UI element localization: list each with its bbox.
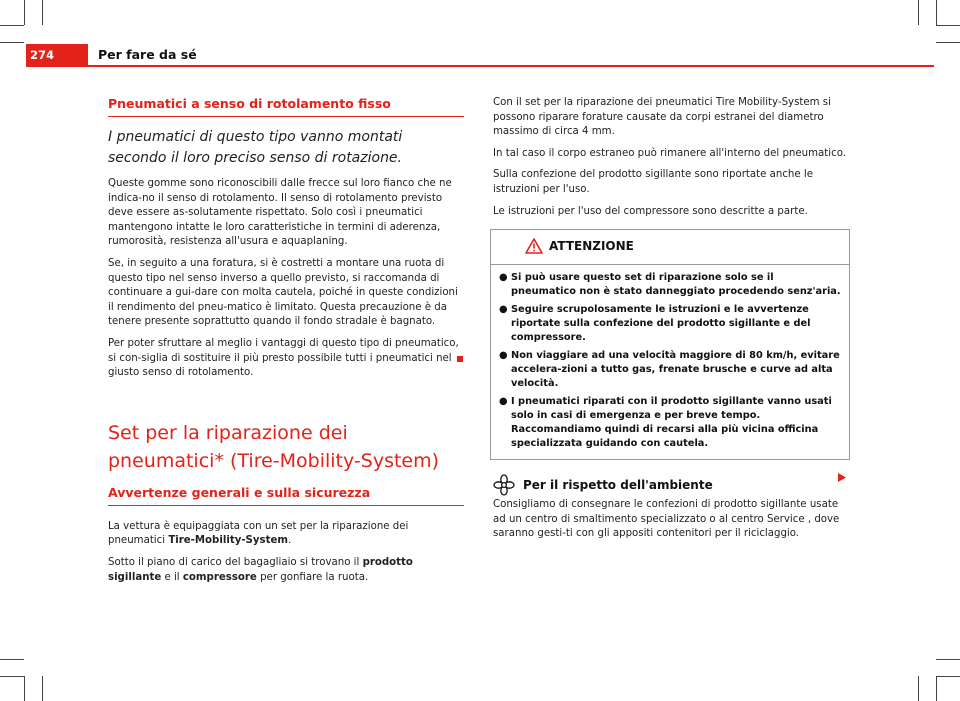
crop-mark — [936, 659, 960, 660]
chapter-heading-tms: Set per la riparazione dei pneumatici* (Tire-Mobility-System) — [108, 421, 440, 472]
crop-mark — [42, 0, 43, 25]
environment-title: Per il rispetto dell'ambiente — [523, 478, 713, 493]
crop-mark — [0, 25, 24, 26]
text-run: e il — [161, 571, 183, 583]
bullet-icon: ● — [499, 304, 508, 316]
environment-header — [493, 472, 847, 496]
crop-mark — [918, 0, 919, 25]
header-rule — [26, 65, 934, 67]
paragraph: Le istruzioni per l'uso del compressore sono descritte a parte. — [493, 205, 808, 217]
paragraph: Se, in seguito a una foratura, si è costretti a montare una ruota di questo tipo nel senso inverso a quello previsto, si raccomanda di continuare a gui-dare con molta cautela, poiché in queste condizioni il rendimento del pneu-matico è limitato. Questa precauzione è da tenere presente soprattutto quando il fondo stradale è bagnato. — [108, 257, 458, 328]
crop-mark — [0, 42, 24, 43]
crop-mark — [936, 0, 937, 25]
section-heading-safety: Avvertenze generali e sulla sicurezza — [108, 485, 464, 506]
section-lead: I pneumatici di questo tipo vanno montati secondo il loro preciso senso di rotazione. — [108, 129, 403, 166]
bold-term: prodotto sigillante — [108, 556, 413, 583]
paragraph — [108, 556, 464, 585]
bullet-icon: ● — [499, 396, 508, 408]
bullet-icon: ● — [499, 350, 508, 362]
warning-title: ATTENZIONE — [549, 239, 634, 254]
crop-mark — [918, 676, 919, 701]
next-page-arrow-icon — [838, 467, 846, 486]
running-header-title: Per fare da sé — [98, 47, 197, 62]
crop-mark — [936, 676, 937, 701]
paragraph: Per poter sfruttare al meglio i vantaggi di questo tipo di pneumatico, si con-siglia di sostituire il più presto possibile tutti i pneumatici nel giusto senso di rotolamento. — [108, 337, 459, 379]
warning-text: Seguire scrupolosamente le istruzioni e le avvertenze riportate sulla confezione del prodotto sigillante e del compressore. — [511, 304, 811, 344]
warning-item — [499, 395, 841, 451]
paragraph: Queste gomme sono riconoscibili dalle frecce sul loro fianco che ne indica-no il senso di rotolamento. Il senso di rotolamento previsto deve essere as-solutamente rispettato. Solo così i pneumatici mantengono intatte le loro caratteristiche in termini di aderenza, rumorosità, resistenza all'usura e aquaplaning. — [108, 178, 452, 248]
bold-term: compressore — [182, 571, 257, 583]
crop-mark — [24, 676, 25, 701]
warning-text: Non viaggiare ad una velocità maggiore di 80 km/h, evitare accelera-zioni a tutto gas, frenate brusche e curve ad alta velocità. — [511, 350, 840, 390]
flower-environment-icon — [493, 474, 515, 500]
paragraph: In tal caso il corpo estraneo può rimanere all'interno del pneumatico. — [493, 147, 846, 159]
text-run: Sotto il piano di carico del bagagliaio si trovano il — [108, 556, 363, 568]
crop-mark — [936, 42, 960, 43]
warning-item — [499, 303, 841, 345]
crop-mark — [936, 676, 960, 677]
paragraph — [108, 520, 464, 549]
paragraph: Con il set per la riparazione dei pneumatici Tire Mobility-System si possono riparare forature causate da corpi estranei del diametro massimo di circa 4 mm. — [493, 97, 831, 138]
left-column — [108, 96, 464, 592]
warning-triangle-icon — [525, 238, 543, 258]
right-column — [493, 96, 847, 549]
warning-item — [499, 349, 841, 391]
warning-item — [499, 271, 841, 299]
warning-text: Si può usare questo set di riparazione solo se il pneumatico non è stato danneggiato procedendo senz'aria. — [511, 272, 841, 298]
text-run: La vettura è equipaggiata con un set per la riparazione dei pneumatici — [108, 520, 409, 547]
crop-mark — [936, 25, 960, 26]
warning-box — [490, 229, 850, 460]
crop-mark — [0, 659, 24, 660]
page-number: 274 — [26, 44, 88, 66]
warning-header — [491, 230, 849, 265]
warning-list — [491, 265, 849, 459]
bullet-icon: ● — [499, 272, 508, 284]
crop-mark — [24, 0, 25, 25]
paragraph: Consigliamo di consegnare le confezioni di prodotto sigillante usate ad un centro di smaltimento specializzato o al centro Service , dove saranno gesti-ti con gli appositi contenitori per il riciclaggio. — [493, 499, 840, 540]
end-of-section-marker-icon — [457, 356, 463, 362]
crop-mark — [0, 676, 24, 677]
warning-text: I pneumatici riparati con il prodotto sigillante vanno usati solo in casi di emergenza e per breve tempo. Raccomandiamo quindi di recarsi alla più vicina officina specializzata guidando con cautela. — [511, 396, 832, 450]
text-run: per gonfiare la ruota. — [256, 571, 369, 583]
section-heading-tyres: Pneumatici a senso di rotolamento fisso — [108, 96, 464, 117]
crop-mark — [42, 676, 43, 701]
paragraph: Sulla confezione del prodotto sigillante sono riportate anche le istruzioni per l'uso. — [493, 169, 813, 195]
bold-term: Tire-Mobility-System — [168, 535, 288, 547]
text-run: . — [288, 535, 292, 547]
